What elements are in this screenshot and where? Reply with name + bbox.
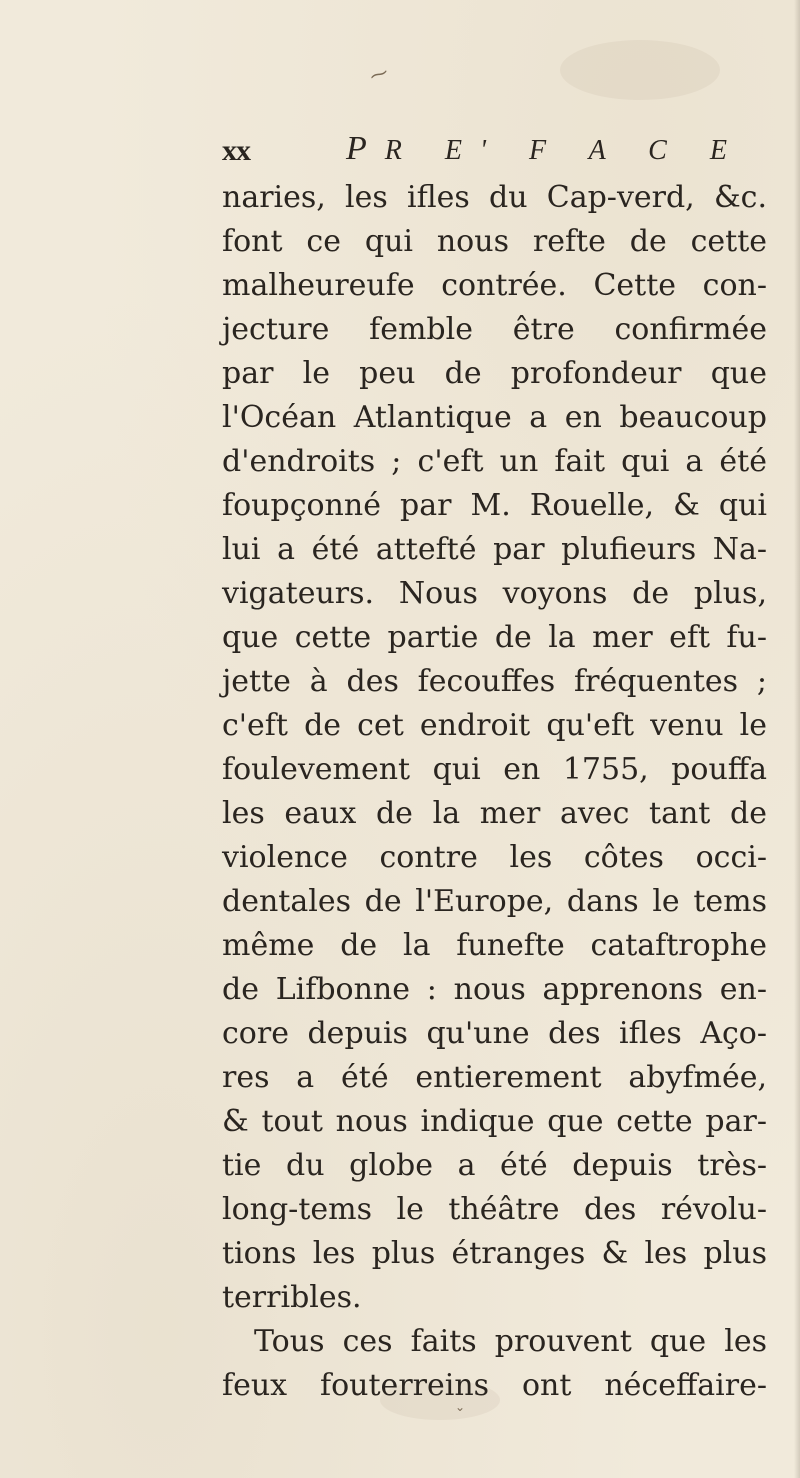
ink-speck: ⌄: [455, 1400, 466, 1414]
text-line: font ce qui nous refte de cette: [222, 224, 767, 259]
text-line: foupçonné par M. Rouelle, & qui: [222, 488, 767, 523]
text-line: jecture femble être confirmée: [222, 312, 767, 347]
text-line: tions les plus étranges & les plus: [222, 1236, 767, 1271]
text-line: foulevement qui en 1755, pouffa: [222, 752, 767, 787]
text-line: par le peu de profondeur que: [222, 356, 767, 391]
text-line: dentales de l'Europe, dans le tems: [222, 884, 767, 919]
page-header: [222, 130, 745, 178]
text-line: naries, les ifles du Cap-verd, &c.: [222, 180, 767, 215]
text-line: terribles.: [222, 1280, 362, 1315]
text-line: l'Océan Atlantique a en beaucoup: [222, 400, 767, 435]
text-line: les eaux de la mer avec tant de: [222, 796, 767, 831]
body-text: [222, 176, 767, 1408]
text-line: violence contre les côtes occi-: [222, 840, 767, 875]
text-line: vigateurs. Nous voyons de plus,: [222, 576, 767, 611]
text-line: d'endroits ; c'eft un fait qui a été: [222, 444, 767, 479]
text-line: même de la funefte cataftrophe: [222, 928, 767, 963]
text-line: lui a été attefté par plufieurs Na-: [222, 532, 767, 567]
text-line: & tout nous indique que cette par-: [222, 1104, 767, 1139]
text-line: tie du globe a été depuis très-: [222, 1148, 767, 1183]
text-line: feux fouterreins ont néceffaire-: [222, 1368, 767, 1403]
text-line: Tous ces faits prouvent que les: [254, 1324, 767, 1359]
paper-stain: [560, 40, 720, 100]
text-line: de Lifbonne : nous apprenons en-: [222, 972, 767, 1007]
text-line: res a été entierement abyfmée,: [222, 1060, 767, 1095]
ink-speck: ⁓: [366, 61, 392, 88]
running-title: [346, 130, 745, 168]
running-title-initial: P: [346, 130, 385, 167]
text-line: malheureufe contrée. Cette con-: [222, 268, 767, 303]
page-edge-shadow: [794, 0, 800, 1478]
text-line: que cette partie de la mer eft fu-: [222, 620, 767, 655]
text-line: c'eft de cet endroit qu'eft venu le: [222, 708, 767, 743]
text-line: jette à des fecouffes fréquentes ;: [222, 664, 767, 699]
running-title-rest: R E' F A C E: [384, 135, 745, 166]
text-line: long-tems le théâtre des révolu-: [222, 1192, 767, 1227]
page-number: xx: [222, 134, 250, 167]
text-line: core depuis qu'une des ifles Aço-: [222, 1016, 767, 1051]
